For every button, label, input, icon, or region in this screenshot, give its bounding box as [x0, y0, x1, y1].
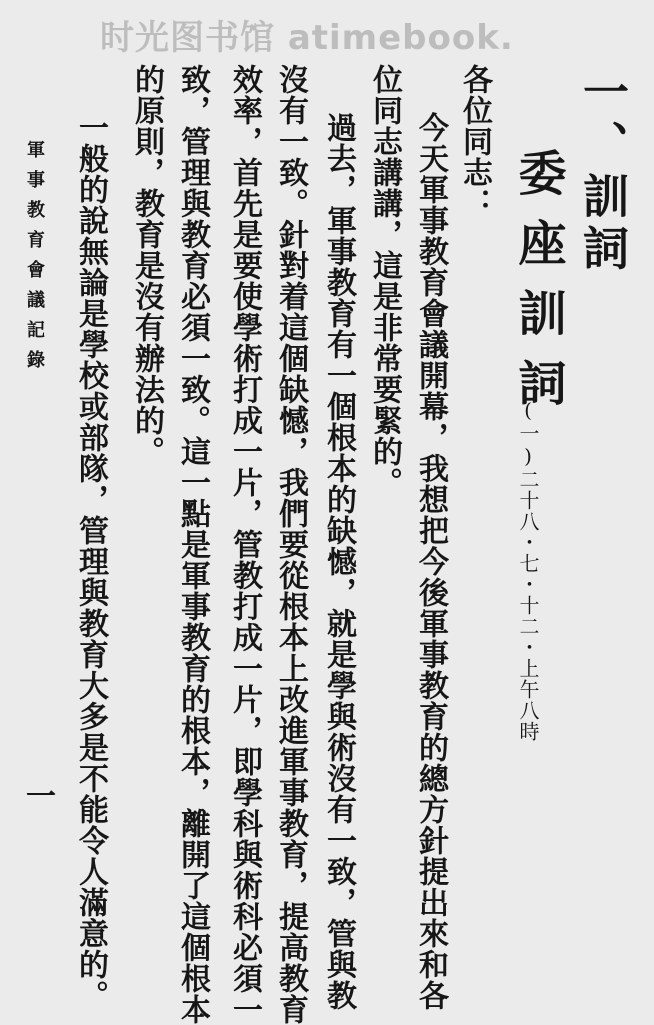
section-title: 一、訓詞	[576, 68, 630, 276]
page-title: 委座訓詞	[510, 148, 566, 428]
watermark: 时光图书馆 atimebook.	[100, 18, 514, 58]
page-number: 一	[20, 780, 55, 810]
paragraph-line: 效率，首先是要使學術打成一片，管教打成一片，即學科與術科必須一	[227, 64, 262, 1025]
paragraph-line: 過去，軍事教育有一個根本的缺憾，就是學與術沒有一致，管與教	[321, 112, 356, 1011]
paragraph-line: 的原則，教育是沒有辦法的。	[129, 64, 164, 467]
paragraph-line: 沒有一致。針對着這個缺憾，我們要從根本上改進軍事教育，提高教育	[273, 64, 308, 1025]
date-line: (一)二十八・七・十二・上午八時	[516, 398, 540, 742]
paragraph-line: 今天軍事教育會議開幕，我想把今後軍事教育的總方針提出來和各	[413, 112, 448, 1011]
paragraph-line: 致，管理與教育必須一致。這一點是軍事教育的根本，離開了這個根本	[175, 64, 210, 1025]
paragraph-line: 一般的說無論是學校或部隊，管理與教育大多是不能令人滿意的。	[73, 112, 108, 1011]
running-footer: 軍事教育會議記錄	[24, 140, 45, 380]
paragraph-line: 位同志講講，這是非常要緊的。	[367, 64, 402, 498]
salutation: 各位同志：	[457, 64, 492, 219]
